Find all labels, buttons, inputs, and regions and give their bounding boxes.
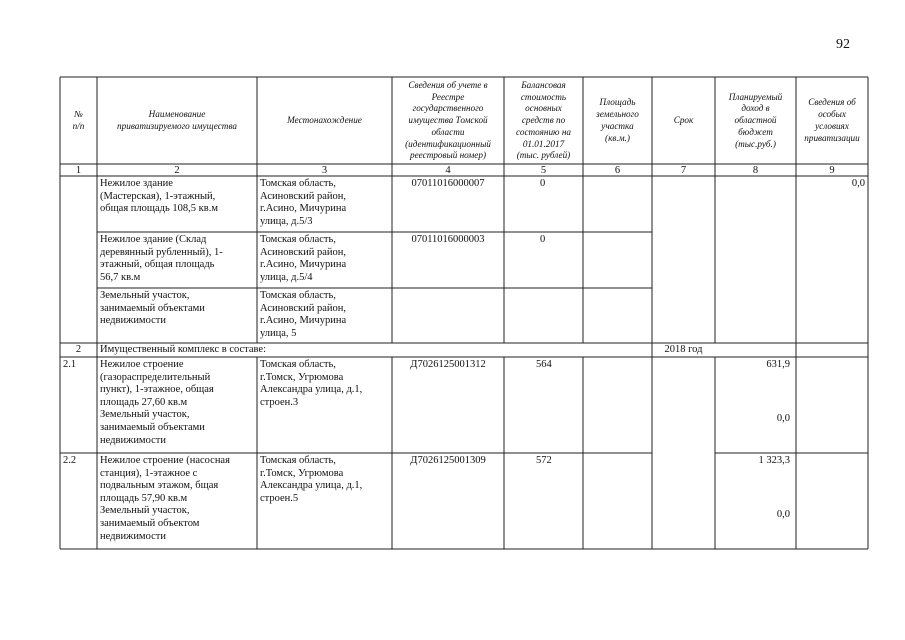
table-cell-name: Нежилое здание (Склад деревянный рубленный), 1- этажный, общая площадь 56,7 кв.м (100, 234, 223, 283)
table-cell-registry: 07011016000007 (411, 178, 485, 189)
table-cell-term: 2018 год (664, 344, 703, 355)
column-number: 6 (614, 165, 621, 176)
table-cell-num: 2.1 (63, 359, 77, 370)
column-number: 1 (75, 165, 82, 176)
table-cell-income: 0,0 (776, 509, 790, 520)
header-registry: Сведения об учете в Реестре государственного имущества Томской области (идентификационный реестровый номер) (405, 79, 491, 161)
table-cell-location: Томская область, Асиновский район, г.Асино, Мичурина улица, д.5/3 (260, 178, 347, 227)
header-name: Наименование приватизируемого имущества (117, 109, 237, 131)
table-cell-conditions: 0,0 (851, 178, 865, 189)
column-number: 3 (321, 165, 328, 176)
header-area: Площадь земельного участка (кв.м.) (596, 97, 639, 143)
table-cell-income: 1 323,3 (758, 455, 790, 466)
table-cell-name: Земельный участок, занимаемый объектами недвижимости (100, 290, 205, 327)
table-cell-location: Томская область, Асиновский район, г.Асино, Мичурина улица, д.5/4 (260, 234, 347, 283)
page-number: 92 (836, 37, 850, 52)
column-number: 2 (174, 165, 180, 176)
table-cell-location: Томская область, г.Томск, Угрюмова Александра улица, д.1, строен.3 (260, 359, 363, 408)
table-cell-balance: 0 (540, 234, 546, 245)
header-conditions: Сведения об особых условиях приватизации (804, 97, 860, 143)
table-cell-name: Нежилое строение (газораспределительный пункт), 1-этажное, общая площадь 27,60 кв.м Земельный участок, занимаемый объектами недвижимости (100, 359, 214, 446)
table-cell-location: Томская область, г.Томск, Угрюмова Александра улица, д.1, строен.5 (260, 455, 363, 504)
column-number: 4 (445, 165, 451, 176)
column-number: 5 (540, 165, 547, 176)
table-cell-balance: 572 (536, 455, 552, 466)
table-cell-income: 631,9 (766, 359, 790, 370)
column-number: 9 (829, 165, 835, 176)
table-cell-registry: Д7026125001309 (410, 455, 486, 466)
header-num: № п/п (72, 109, 85, 131)
table-cell-num: 2 (75, 344, 82, 355)
complex-row-label: Имущественный комплекс в составе: (100, 344, 267, 355)
table-cell-location: Томская область, Асиновский район, г.Асино, Мичурина улица, 5 (260, 290, 347, 339)
header-balance: Балансовая стоимость основных средств по состоянию на 01.01.2017 (тыс. рублей) (516, 79, 571, 161)
table-cell-income: 0,0 (776, 413, 790, 424)
table-cell-num: 2.2 (63, 455, 77, 466)
header-term: Срок (673, 115, 694, 126)
table-cell-registry: 07011016000003 (411, 234, 485, 245)
table-cell-registry: Д7026125001312 (410, 359, 486, 370)
table-cell-balance: 564 (536, 359, 552, 370)
header-location: Местонахождение (287, 115, 362, 126)
column-number: 8 (752, 165, 759, 176)
column-number: 7 (680, 165, 687, 176)
table-cell-name: Нежилое здание (Мастерская), 1-этажный, общая площадь 108,5 кв.м (100, 178, 218, 215)
table-cell-name: Нежилое строение (насосная станция), 1-этажное с подвальным этажом, бщая площадь 57,90 кв.м Земельный участок, занимаемый объектом недвижимости (100, 455, 230, 542)
table-cell-balance: 0 (540, 178, 546, 189)
header-income: Планируемый доход в областной бюджет (тыс.руб.) (728, 91, 783, 149)
